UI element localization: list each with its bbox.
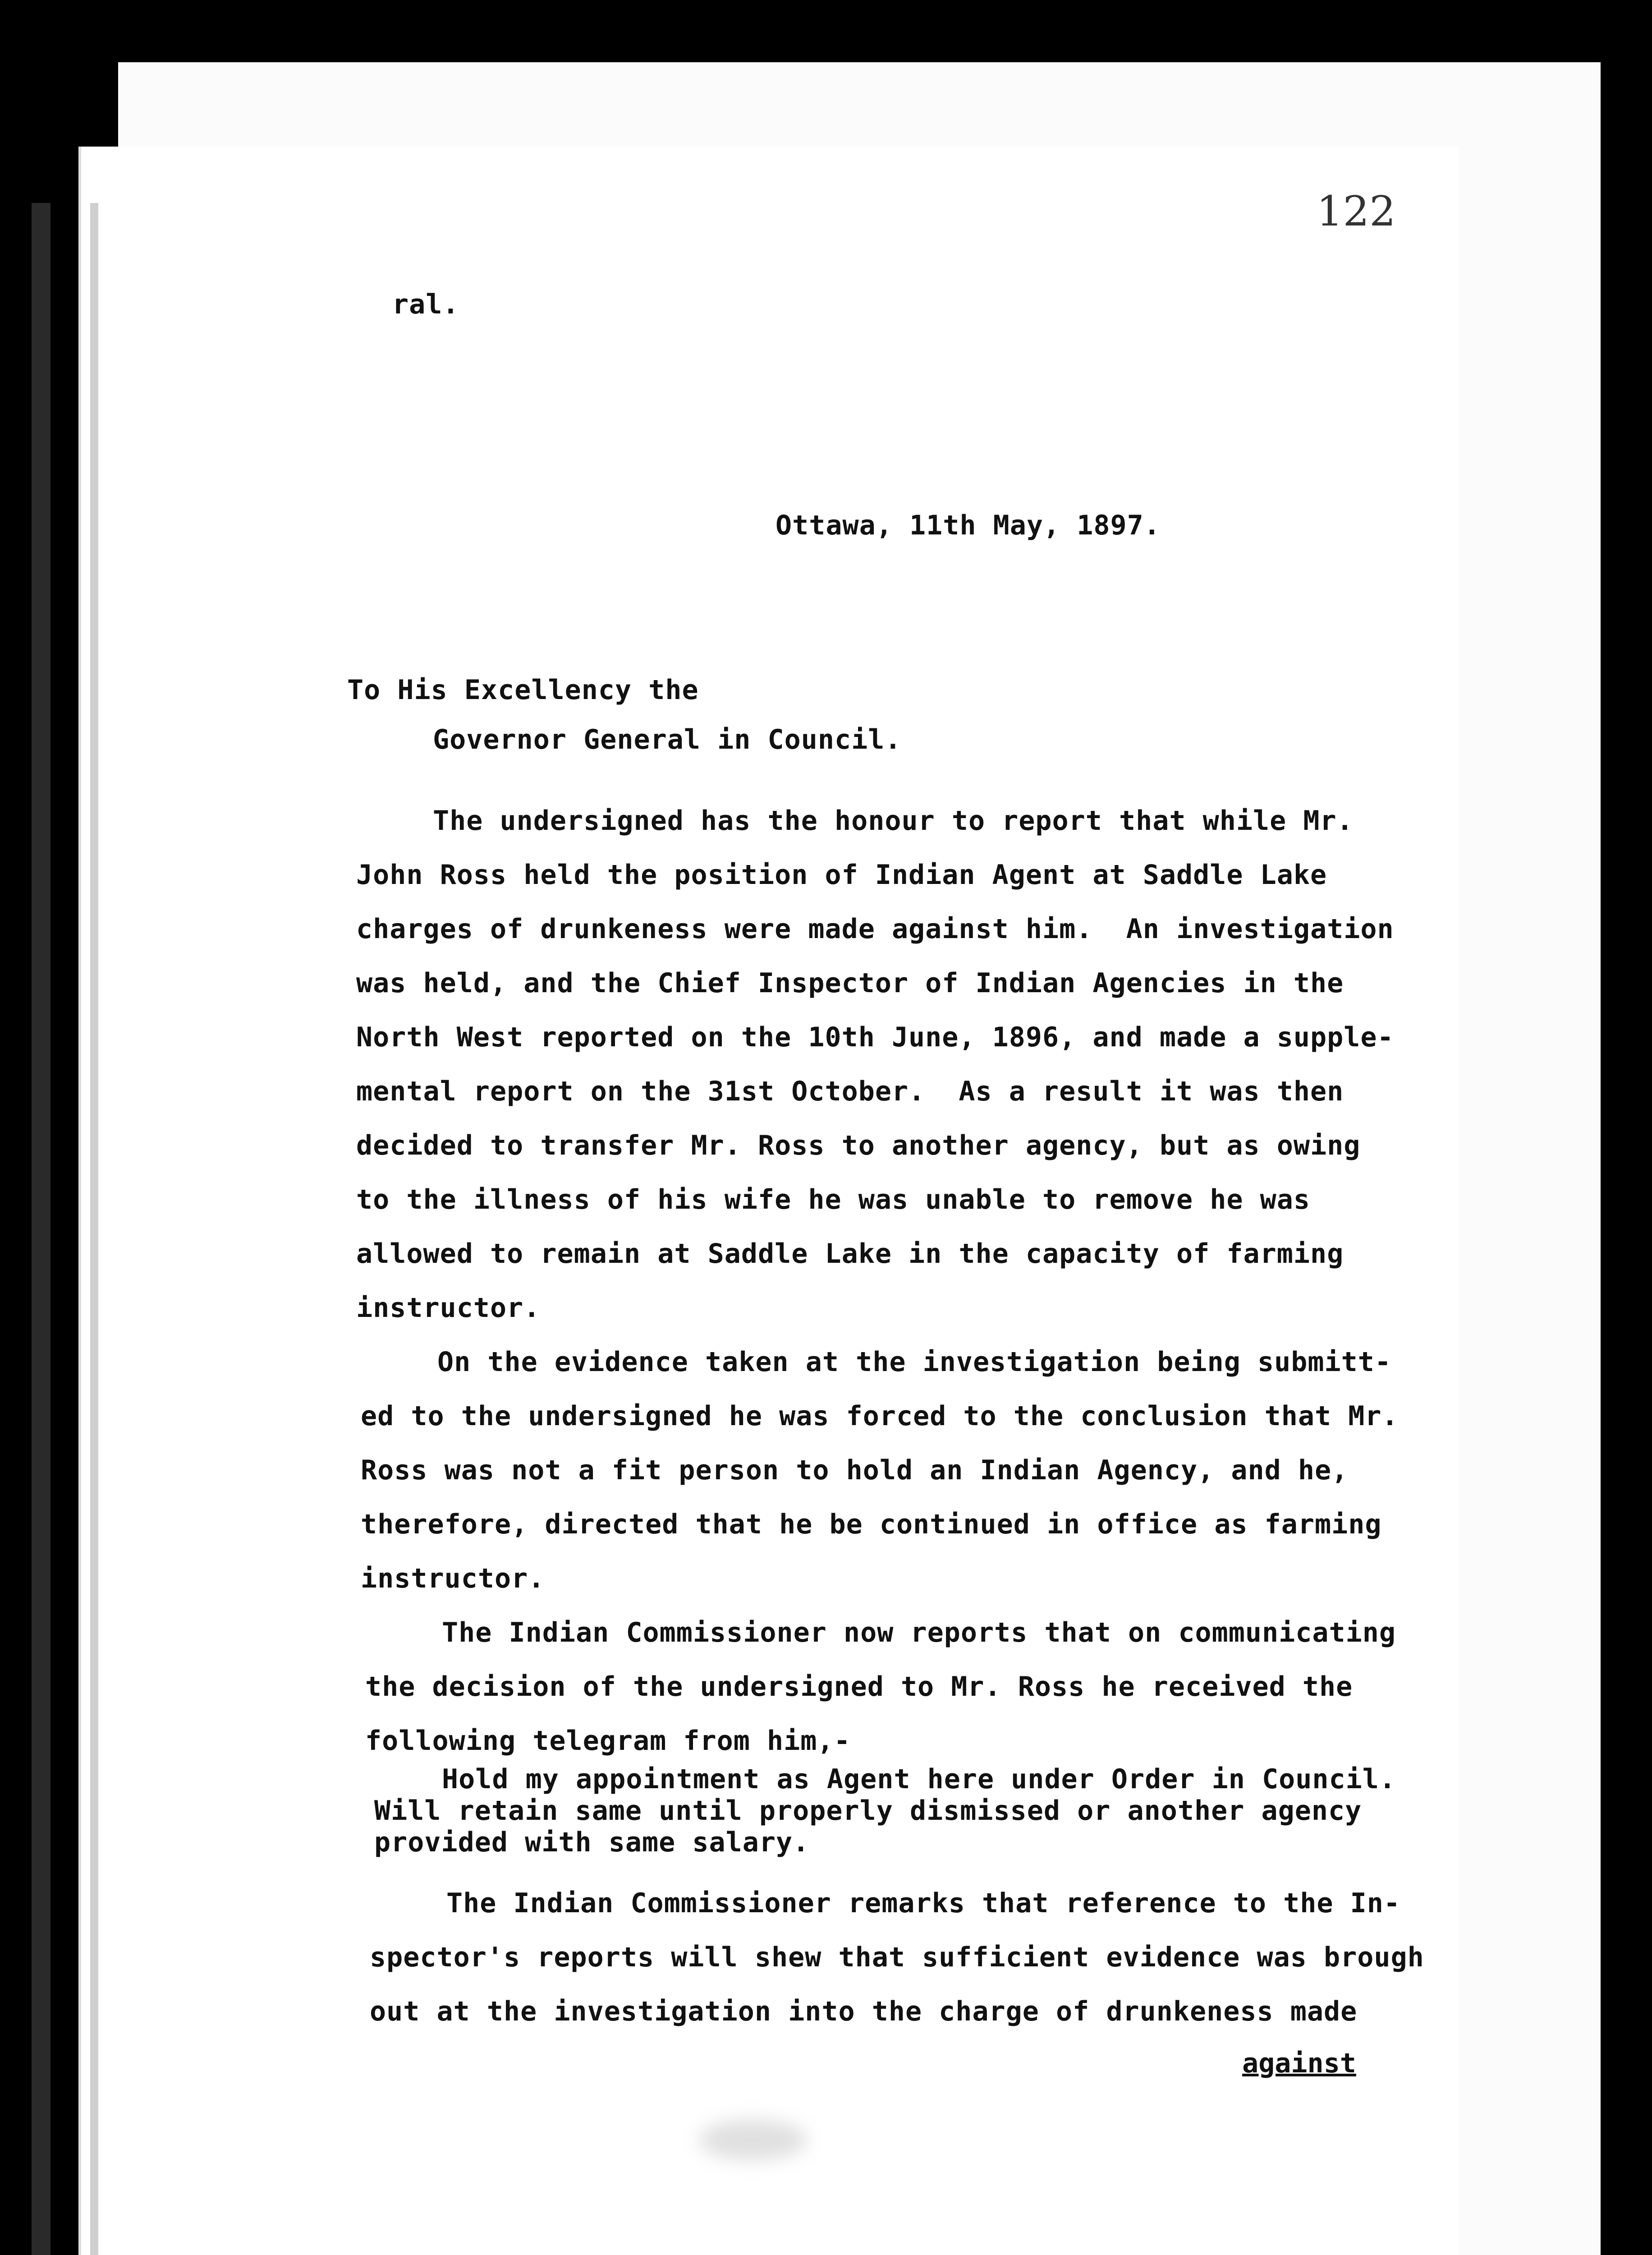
- text-line: out at the investigation into the charge of drunkeness made: [370, 1996, 1358, 2027]
- text-line: provided with same salary.: [374, 1827, 810, 1858]
- text-line: John Ross held the position of Indian Agent at Saddle Lake: [356, 859, 1327, 891]
- text-line: mental report on the 31st October. As a result it was then: [356, 1076, 1344, 1107]
- text-line: charges of drunkeness were made against him. An investigation: [356, 913, 1394, 945]
- address-line-1: To His Excellency the: [347, 674, 699, 706]
- text-line: On the evidence taken at the investigation being submitt-: [437, 1346, 1392, 1378]
- paragraph-4: [370, 1876, 1424, 2039]
- text-line: Hold my appointment as Agent here under Order in Council.: [442, 1763, 1396, 1795]
- telegram-quote: [374, 1763, 1411, 1858]
- text-line: instructor.: [356, 1292, 541, 1324]
- ink-smudge: [699, 2120, 807, 2160]
- header-fragment: ral.: [392, 289, 459, 320]
- catchword: against: [1242, 2048, 1356, 2079]
- dateline: Ottawa, 11th May, 1897.: [776, 510, 1161, 541]
- text-line: was held, and the Chief Inspector of Indian Agencies in the: [356, 967, 1344, 999]
- text-line: Will retain same until properly dismissed or another agency: [374, 1795, 1362, 1827]
- text-line: following telegram from him,-: [365, 1725, 851, 1757]
- text-line: spector's reports will shew that sufficient evidence was brough: [370, 1942, 1424, 1973]
- page-number: 122: [1317, 187, 1396, 235]
- text-line: ed to the undersigned he was forced to the conclusion that Mr.: [361, 1400, 1399, 1432]
- binding-edge: [32, 203, 50, 2255]
- text-line: the decision of the undersigned to Mr. Ross he received the: [365, 1671, 1353, 1703]
- text-line: to the illness of his wife he was unable to remove he was: [356, 1184, 1311, 1215]
- text-line: Ross was not a fit person to hold an Indian Agency, and he,: [361, 1454, 1349, 1486]
- text-line: The undersigned has the honour to report that while Mr.: [433, 805, 1354, 837]
- text-line: The Indian Commissioner remarks that reference to the In-: [446, 1887, 1401, 1919]
- sheet-edge-shadow: [90, 203, 98, 2255]
- address-line-2: Governor General in Council.: [433, 724, 902, 755]
- text-line: The Indian Commissioner now reports that on communicating: [442, 1617, 1396, 1648]
- text-line: North West reported on the 10th June, 1896, and made a supple-: [356, 1022, 1394, 1053]
- paragraph-2: [361, 1335, 1398, 1606]
- text-line: therefore, directed that he be continued in office as farming: [361, 1509, 1382, 1540]
- text-line: instructor.: [361, 1563, 545, 1594]
- text-line: decided to transfer Mr. Ross to another agency, but as owing: [356, 1130, 1361, 1161]
- paragraph-3: [365, 1606, 1402, 1768]
- text-line: allowed to remain at Saddle Lake in the capacity of farming: [356, 1238, 1344, 1270]
- paragraph-1: [356, 794, 1393, 1335]
